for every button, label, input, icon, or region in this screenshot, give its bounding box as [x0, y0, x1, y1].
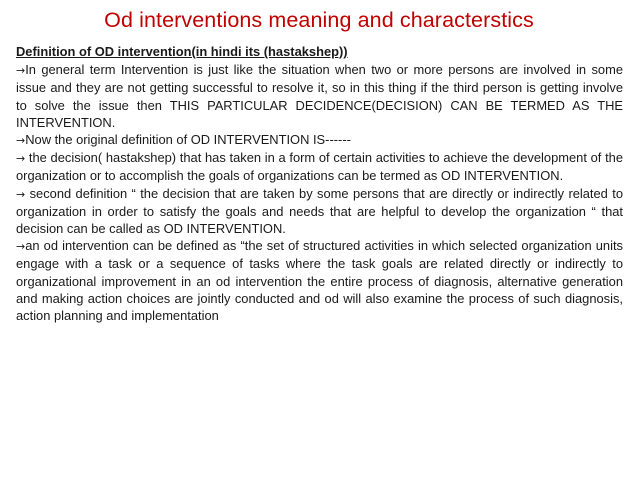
paragraph-text: Now the original definition of OD INTERVENTION IS------ — [25, 132, 351, 148]
paragraph-text: In general term Intervention is just like the situation when two or more persons are involved in some issue and they are not getting successful to resolve it, so in this thing if the third person is getting involve to solve the issue then THIS PARTICULAR DECIDENCE(DECISION) CAN BE TERMED AS THE INTERVENTION. — [16, 62, 623, 130]
arrow-icon: → — [16, 152, 26, 166]
arrow-icon: → — [16, 64, 26, 78]
paragraph-second-definition — [16, 185, 623, 238]
arrow-icon: → — [16, 187, 26, 201]
paragraph-text: the decision( hastakshep) that has taken in a form of certain activities to achieve the development of the organization or to accomplish the goals of organizations can be termed as OD INTERVENTION. — [16, 150, 623, 184]
slide-title: Od interventions meaning and characterstics — [104, 8, 534, 32]
paragraph-text: an od intervention can be defined as “the set of structured activities in which selected organization units engage with a task or a sequence of tasks where the task goals are related directly or indirectly to organizational improvement in an od intervention the entire process of diagnosis, alternative generation and making action choices are jointly conducted and od will also examine the process of such diagnosis, action planning and implementation — [16, 238, 623, 324]
paragraph-text: second definition “ the decision that are taken by some persons that are directly or indirectly related to organization in order to satisfy the goals and needs that are helpful to develop the organization “ that decision can be called as OD INTERVENTION. — [16, 185, 623, 237]
paragraph-decision — [16, 149, 623, 184]
paragraph-general-term — [16, 61, 623, 131]
paragraph-structured-activities — [16, 237, 623, 324]
arrow-icon: → — [16, 134, 26, 148]
arrow-icon: → — [16, 240, 26, 254]
slide-body — [16, 43, 623, 324]
definition-heading: Definition of OD intervention(in hindi its (hastakshep)) — [16, 44, 348, 59]
paragraph-original-definition — [16, 131, 623, 149]
